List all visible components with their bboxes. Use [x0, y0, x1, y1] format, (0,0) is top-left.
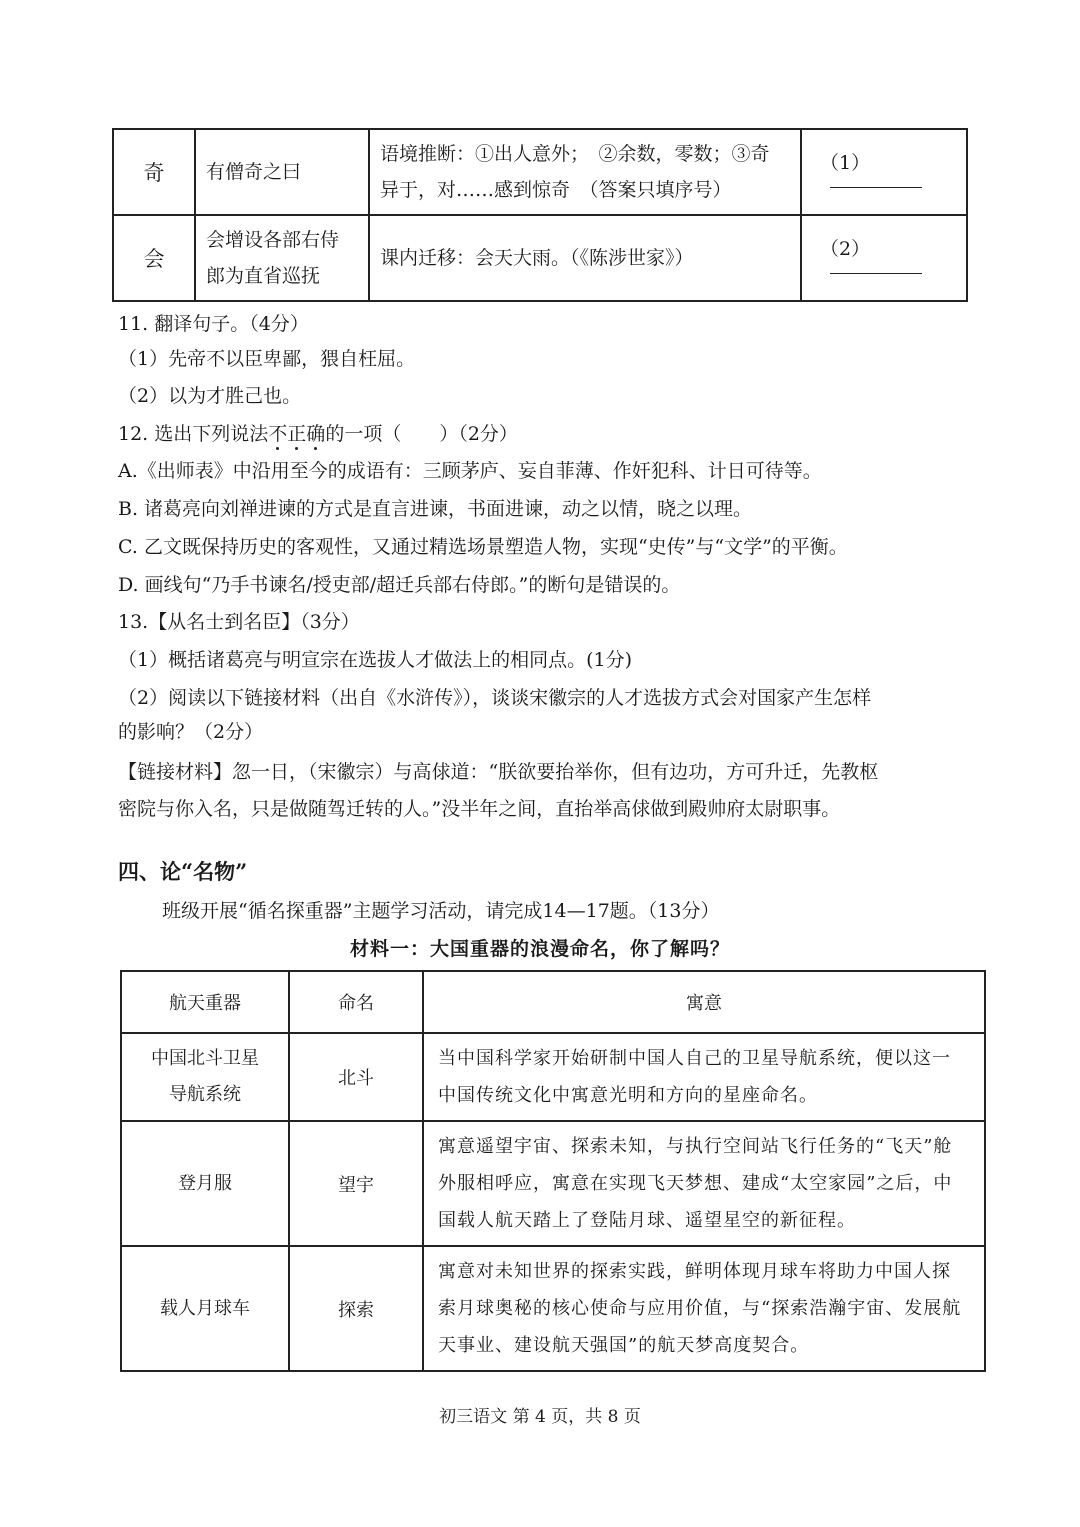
link-material: 【链接材料】忽一日，（宋徽宗）与高俅道：“朕欲要抬举你，但有边功，方可升迁，先教枢: [118, 761, 879, 783]
vocab-sentence: [195, 215, 369, 301]
page-footer: 初三语文 第 4 页，共 8 页: [439, 1407, 641, 1427]
q13-item: （1）概括诸葛亮与明宣宗在选拔人才做法上的相同点。(1分): [118, 649, 633, 671]
material-title: 材料一：大国重器的浪漫命名，你了解吗？: [349, 938, 730, 960]
section-title: 四、论“名物”: [118, 859, 248, 884]
table-row: [121, 1246, 985, 1371]
vocab-sentence: 有僧奇之曰: [195, 129, 369, 215]
option-a: A.《出师表》中沿用至今的成语有：三顾茅庐、妄自菲薄、作奸犯科、计日可待等。: [118, 460, 822, 482]
answer-blank[interactable]: [830, 186, 922, 188]
table-cell: 北斗: [289, 1033, 423, 1121]
section-intro: 班级开展“循名探重器”主题学习活动，请完成14—17题。（13分）: [162, 900, 720, 922]
vocab-hint: 课内迁移：会天大雨。（《陈涉世家》）: [369, 215, 801, 301]
meaning-line: 外服相呼应，寓意在实现飞天梦想、建成“太空家园”之后，中: [438, 1173, 953, 1194]
option-d: D. 画线句“乃手书谏名/授吏部/超迁兵部右侍郎。”的断句是错误的。: [118, 574, 681, 596]
q12-title-text: 的一项（ ）（2分）: [325, 423, 518, 445]
table-cell: [423, 1246, 985, 1371]
meaning-line: 当中国科学家开始研制中国人自己的卫星导航系统，便以这一: [438, 1048, 951, 1069]
option-b: B. 诸葛亮向刘禅进谏的方式是直言进谏，书面进谏，动之以情，晓之以理。: [118, 498, 753, 520]
meaning-line: 天事业、建设航天强国”的航天梦高度契合。: [438, 1335, 810, 1356]
answer-label: （2）: [820, 237, 871, 260]
table-cell: 载人月球车: [121, 1246, 289, 1371]
q13-item: 的影响？（2分）: [118, 721, 264, 743]
q11-item: （2）以为才胜己也。: [118, 385, 302, 407]
q12-title-text: 12. 选出下列说法: [118, 423, 269, 445]
vocab-char: 奇: [113, 129, 195, 215]
vocab-hint-line: 语境推断：①出人意外； ②余数，零数；③奇: [380, 143, 770, 165]
q12-title: [118, 420, 978, 448]
meaning-line: 索月球奥秘的核心使命与应用价值，与“探索浩瀚宇宙、发展航: [438, 1298, 962, 1319]
table-row: [113, 215, 967, 301]
meaning-line: 中国传统文化中寓意光明和方向的星座命名。: [438, 1085, 818, 1106]
q12-emphasis: 确: [306, 423, 326, 445]
option-c: C. 乙文既保持历史的客观性，又通过精选场景塑造人物，实现“史传”与“文学”的平衡。: [118, 536, 848, 558]
material-table: [120, 970, 986, 1372]
q11-item: （1）先帝不以臣卑鄙，猥自枉屈。: [118, 348, 416, 370]
vocab-hint-line: 异于，对……感到惊奇 （答案只填序号）: [380, 179, 732, 201]
table-row: [121, 1121, 985, 1246]
table-cell: [423, 1121, 985, 1246]
table-row: [113, 129, 967, 215]
answer-label: （1）: [820, 151, 871, 174]
table-cell: [423, 1033, 985, 1121]
table-header-row: [121, 971, 985, 1033]
vocab-char: 会: [113, 215, 195, 301]
q13-title: 13.【从名士到名臣】（3分）: [118, 611, 360, 633]
meaning-line: 寓意对未知世界的探索实践，鲜明体现月球车将助力中国人探: [438, 1261, 951, 1282]
q13-item: （2）阅读以下链接材料（出自《水浒传》），谈谈宋徽宗的人才选拔方式会对国家产生怎样: [118, 687, 872, 709]
table-cell: 探索: [289, 1246, 423, 1371]
vocab-table: [112, 128, 968, 302]
table-cell: [121, 1033, 289, 1121]
column-header: 航天重器: [121, 971, 289, 1033]
q11-title: 11. 翻译句子。（4分）: [118, 313, 309, 335]
table-row: [121, 1033, 985, 1121]
vocab-hint: [369, 129, 801, 215]
meaning-line: 国载人航天踏上了登陆月球、遥望星空的新征程。: [438, 1210, 856, 1231]
column-header: 命名: [289, 971, 423, 1033]
item-name: 中国北斗卫星: [151, 1048, 259, 1069]
vocab-answer: [801, 129, 967, 215]
item-name: 导航系统: [169, 1084, 241, 1105]
vocab-sentence-line: 郎为直省巡抚: [206, 265, 321, 287]
answer-blank[interactable]: [830, 272, 922, 274]
column-header: 寓意: [423, 971, 985, 1033]
vocab-answer: [801, 215, 967, 301]
table-cell: 望宇: [289, 1121, 423, 1246]
meaning-line: 寓意遥望宇宙、探索未知，与执行空间站飞行任务的“飞天”舱: [438, 1136, 953, 1157]
table-cell: 登月服: [121, 1121, 289, 1246]
link-material: 密院与你入名，只是做随驾迁转的人。”没半年之间，直抬举高俅做到殿帅府太尉职事。: [118, 798, 841, 820]
q12-emphasis: 正: [287, 423, 307, 445]
q12-emphasis: 不: [268, 423, 288, 445]
vocab-sentence-line: 会增设各部右侍: [206, 229, 340, 251]
